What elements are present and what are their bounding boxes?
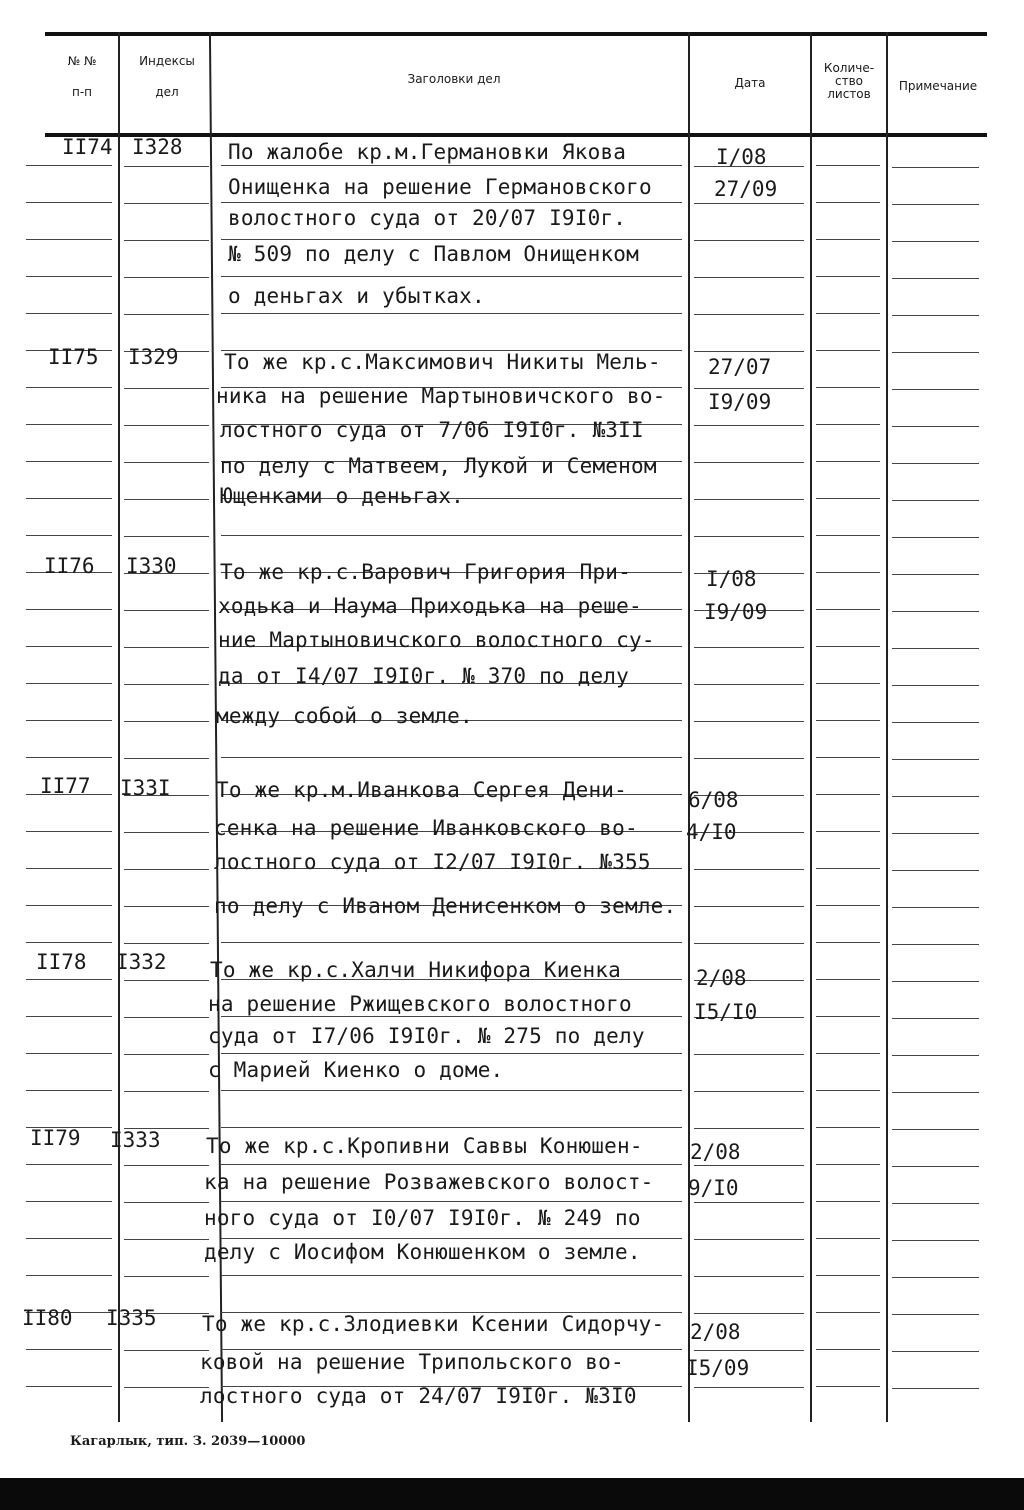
- record-number: II75: [48, 345, 99, 369]
- record-title-line: на решение Ржищевского волостного: [208, 992, 632, 1016]
- ruled-line: [816, 165, 880, 166]
- ruled-line: [221, 165, 682, 166]
- record-date-end: I9/09: [704, 600, 768, 624]
- record-date-start: 27/07: [708, 355, 772, 379]
- ruled-line: [26, 905, 112, 906]
- ruled-line: [221, 202, 682, 203]
- ruled-line: [816, 868, 880, 869]
- ruled-line: [221, 1127, 682, 1128]
- ruled-line: [26, 424, 112, 425]
- ruled-line: [892, 1018, 979, 1019]
- record-index: I332: [116, 950, 167, 974]
- ruled-line: [694, 869, 804, 870]
- ruled-line: [221, 1090, 682, 1091]
- column-divider-3: [688, 32, 690, 1422]
- ruled-line: [816, 720, 880, 721]
- ruled-line: [124, 1387, 209, 1388]
- record-title-line: делу с Иосифом Конюшенком о земле.: [204, 1240, 641, 1264]
- record-number: II80: [22, 1306, 73, 1330]
- ruled-line: [892, 833, 979, 834]
- record-title-line: ка на решение Розважевского волост-: [204, 1170, 654, 1194]
- header-title: Заголовки дел: [407, 72, 501, 86]
- ruled-line: [892, 648, 979, 649]
- record-title-line: То же кр.м.Иванкова Сергея Дени-: [216, 778, 627, 802]
- record-date-start: 6/08: [688, 788, 739, 812]
- ruled-line: [124, 203, 209, 204]
- record-date-end: 27/09: [714, 177, 778, 201]
- record-title-line: То же кр.с.Максимович Никиты Мель-: [224, 350, 661, 374]
- ruled-line: [694, 647, 804, 648]
- ruled-line: [124, 314, 209, 315]
- ruled-line: [26, 498, 112, 499]
- ruled-line: [124, 536, 209, 537]
- ruled-line: [892, 685, 979, 686]
- record-title-line: ходька и Наума Приходька на реше-: [218, 594, 642, 618]
- record-title-line: с Марией Киенко о доме.: [208, 1058, 504, 1082]
- ruled-line: [26, 1201, 112, 1202]
- ruled-line: [816, 1312, 880, 1313]
- record-title-line: о деньгах и убытках.: [228, 284, 485, 308]
- ruled-line: [892, 1129, 979, 1130]
- ruled-line: [816, 1053, 880, 1054]
- ruled-line: [816, 387, 880, 388]
- ruled-line: [221, 1238, 682, 1239]
- ruled-line: [124, 758, 209, 759]
- ruled-line: [26, 535, 112, 536]
- ruled-line: [816, 942, 880, 943]
- ruled-line: [694, 425, 804, 426]
- ruled-line: [124, 684, 209, 685]
- ruled-line: [892, 463, 979, 464]
- ruled-line: [221, 239, 682, 240]
- ruled-line: [124, 166, 209, 167]
- ruled-line: [26, 1164, 112, 1165]
- ruled-line: [816, 1238, 880, 1239]
- ruled-line: [26, 1275, 112, 1276]
- ruled-line: [26, 461, 112, 462]
- ruled-line: [26, 942, 112, 943]
- ruled-line: [892, 722, 979, 723]
- ruled-line: [124, 832, 209, 833]
- ruled-line: [892, 389, 979, 390]
- ruled-line: [816, 498, 880, 499]
- ruled-line: [816, 535, 880, 536]
- ruled-line: [26, 1016, 112, 1017]
- ruled-line: [694, 240, 804, 241]
- ruled-line: [816, 979, 880, 980]
- record-title-line: по делу с Матвеем, Лукой и Семеном: [220, 454, 657, 478]
- record-date-start: 2/08: [690, 1320, 741, 1344]
- record-date-start: I/08: [706, 567, 757, 591]
- ruled-line: [694, 1202, 804, 1203]
- ruled-line: [124, 869, 209, 870]
- ruled-line: [26, 276, 112, 277]
- ruled-line: [816, 239, 880, 240]
- ruled-line: [26, 757, 112, 758]
- ruled-line: [694, 203, 804, 204]
- ruled-line: [221, 757, 682, 758]
- ruled-line: [816, 905, 880, 906]
- ruled-line: [816, 646, 880, 647]
- ruled-line: [892, 1092, 979, 1093]
- ruled-line: [694, 314, 804, 315]
- ruled-line: [26, 165, 112, 166]
- ruled-line: [892, 1240, 979, 1241]
- ruled-line: [892, 204, 979, 205]
- ruled-line: [124, 1017, 209, 1018]
- ruled-line: [816, 831, 880, 832]
- ruled-line: [694, 1091, 804, 1092]
- ruled-line: [26, 1238, 112, 1239]
- ruled-line: [892, 907, 979, 908]
- ruled-line: [124, 1202, 209, 1203]
- ruled-line: [221, 1053, 682, 1054]
- record-title-line: сенка на решение Иванковского во-: [214, 816, 638, 840]
- ruled-line: [892, 1203, 979, 1204]
- record-index: I33I: [120, 776, 171, 800]
- record-title-line: То же кр.с.Кропивни Саввы Конюшен-: [206, 1134, 643, 1158]
- header-number-label: № №: [67, 54, 97, 68]
- ruled-line: [816, 1090, 880, 1091]
- ruled-line: [26, 683, 112, 684]
- ruled-line: [694, 536, 804, 537]
- ruled-line: [892, 1314, 979, 1315]
- record-title-line: суда от I7/06 I9I0г. № 275 по делу: [208, 1024, 645, 1048]
- ruled-line: [694, 943, 804, 944]
- ruled-line: [694, 1165, 804, 1166]
- ruled-line: [892, 759, 979, 760]
- ruled-line: [892, 1388, 979, 1389]
- ruled-line: [26, 646, 112, 647]
- column-divider-4: [810, 32, 812, 1422]
- ruled-line: [124, 1165, 209, 1166]
- record-number: II76: [44, 554, 95, 578]
- ruled-line: [124, 1054, 209, 1055]
- ruled-line: [694, 906, 804, 907]
- header-index-sub: дел: [155, 85, 179, 99]
- record-number: II74: [62, 135, 113, 159]
- ruled-line: [26, 1090, 112, 1091]
- record-date-end: 4/I0: [686, 820, 737, 844]
- record-title-line: Ющенками о деньгах.: [220, 484, 465, 508]
- ruled-line: [816, 350, 880, 351]
- header-sheets-line2: ство: [834, 74, 863, 88]
- scan-bottom-edge: [0, 1478, 1024, 1510]
- record-title-line: между собой о земле.: [216, 704, 473, 728]
- ruled-line: [694, 388, 804, 389]
- record-date-end: I9/09: [708, 390, 772, 414]
- ruled-line: [694, 351, 804, 352]
- ruled-line: [892, 352, 979, 353]
- record-title-line: То же кр.с.Варович Григория При-: [220, 560, 631, 584]
- printer-imprint: Кагарлык, тип. З. 2039—10000: [70, 1434, 306, 1449]
- record-date-start: I/08: [716, 145, 767, 169]
- ruled-line: [124, 980, 209, 981]
- header-number: [52, 54, 112, 100]
- ruled-line: [694, 1387, 804, 1388]
- ruled-line: [124, 1276, 209, 1277]
- ruled-line: [694, 721, 804, 722]
- record-title-line: То же кр.с.Халчи Никифора Киенка: [210, 958, 621, 982]
- ruled-line: [221, 313, 682, 314]
- table-header-rule: [45, 133, 987, 137]
- record-title-line: лостного суда от 24/07 I9I0г. №3I0: [200, 1384, 637, 1408]
- ruled-line: [221, 1164, 682, 1165]
- ruled-line: [816, 276, 880, 277]
- ruled-line: [26, 239, 112, 240]
- ruled-line: [26, 979, 112, 980]
- ruled-line: [816, 1127, 880, 1128]
- ruled-line: [124, 240, 209, 241]
- ruled-line: [892, 426, 979, 427]
- ruled-line: [892, 500, 979, 501]
- record-date-end: I5/I0: [694, 1000, 758, 1024]
- ruled-line: [694, 1313, 804, 1314]
- ruled-line: [26, 387, 112, 388]
- ruled-line: [816, 313, 880, 314]
- ruled-line: [221, 1201, 682, 1202]
- ruled-line: [124, 943, 209, 944]
- record-index: I333: [110, 1128, 161, 1152]
- ruled-line: [816, 1201, 880, 1202]
- header-note: Примечание: [898, 79, 978, 93]
- ruled-line: [816, 461, 880, 462]
- ruled-line: [221, 535, 682, 536]
- ruled-line: [892, 796, 979, 797]
- record-index: I330: [126, 554, 177, 578]
- ruled-line: [124, 721, 209, 722]
- ruled-line: [694, 462, 804, 463]
- ruled-line: [816, 757, 880, 758]
- ruled-line: [124, 906, 209, 907]
- ruled-line: [124, 462, 209, 463]
- ruled-line: [892, 278, 979, 279]
- ruled-line: [816, 572, 880, 573]
- ruled-line: [221, 1275, 682, 1276]
- ruled-line: [26, 609, 112, 610]
- record-title-line: волостного суда от 20/07 I9I0г.: [228, 206, 627, 230]
- record-index: I328: [132, 135, 183, 159]
- ruled-line: [26, 1349, 112, 1350]
- ruled-line: [26, 720, 112, 721]
- ruled-line: [892, 1351, 979, 1352]
- ruled-line: [816, 1016, 880, 1017]
- ruled-line: [124, 499, 209, 500]
- ruled-line: [221, 942, 682, 943]
- ruled-line: [26, 202, 112, 203]
- ruled-line: [694, 1350, 804, 1351]
- header-sheets-line3: листов: [827, 87, 871, 101]
- ruled-line: [26, 831, 112, 832]
- ruled-line: [694, 1128, 804, 1129]
- ruled-line: [694, 277, 804, 278]
- ruled-line: [124, 647, 209, 648]
- ruled-line: [892, 241, 979, 242]
- ruled-line: [694, 499, 804, 500]
- header-date: Дата: [734, 76, 766, 90]
- ruled-line: [892, 611, 979, 612]
- record-title-line: да от I4/07 I9I0г. № 370 по делу: [218, 664, 629, 688]
- ruled-line: [694, 1276, 804, 1277]
- ruled-line: [26, 868, 112, 869]
- ruled-line: [816, 1349, 880, 1350]
- column-divider-5: [886, 32, 888, 1422]
- ruled-line: [816, 1164, 880, 1165]
- ruled-line: [892, 870, 979, 871]
- record-date-start: 2/08: [696, 966, 747, 990]
- record-date-end: I5/09: [686, 1356, 750, 1380]
- ruled-line: [892, 537, 979, 538]
- record-date-end: 9/I0: [688, 1176, 739, 1200]
- table-top-rule: [45, 32, 987, 36]
- record-date-start: 2/08: [690, 1140, 741, 1164]
- column-divider-1: [118, 32, 120, 1422]
- record-index: I335: [106, 1306, 157, 1330]
- record-title-line: Онищенка на решение Германовского: [228, 175, 652, 199]
- record-title-line: По жалобе кр.м.Германовки Якова: [228, 140, 627, 164]
- ruled-line: [124, 610, 209, 611]
- header-number-sub: п-п: [71, 85, 93, 99]
- ruled-line: [892, 167, 979, 168]
- ruled-line: [124, 1239, 209, 1240]
- ruled-line: [124, 425, 209, 426]
- ruled-line: [26, 313, 112, 314]
- ruled-line: [124, 388, 209, 389]
- ruled-line: [124, 1350, 209, 1351]
- ruled-line: [892, 1277, 979, 1278]
- ruled-line: [892, 944, 979, 945]
- ruled-line: [694, 758, 804, 759]
- record-index: I329: [128, 345, 179, 369]
- ruled-line: [892, 981, 979, 982]
- record-number: II77: [40, 774, 91, 798]
- record-title-line: ного суда от I0/07 I9I0г. № 249 по: [204, 1206, 641, 1230]
- ruled-line: [816, 683, 880, 684]
- record-title-line: лостного суда от 7/06 I9I0г. №3II: [220, 418, 644, 442]
- ruled-line: [124, 277, 209, 278]
- ruled-line: [816, 1275, 880, 1276]
- ruled-line: [816, 202, 880, 203]
- ruled-line: [694, 684, 804, 685]
- header-sheets: [812, 62, 886, 101]
- ruled-line: [26, 1386, 112, 1387]
- header-index-label: Индексы: [139, 54, 195, 68]
- ruled-line: [816, 609, 880, 610]
- ruled-line: [892, 1166, 979, 1167]
- record-title-line: по делу с Иваном Денисенком о земле.: [214, 894, 677, 918]
- ruled-line: [892, 574, 979, 575]
- record-title-line: ние Мартыновичского волостного су-: [218, 628, 655, 652]
- ruled-line: [816, 424, 880, 425]
- header-sheets-line1: Количе-: [823, 61, 875, 75]
- ruled-line: [26, 1053, 112, 1054]
- ruled-line: [892, 315, 979, 316]
- ruled-line: [816, 794, 880, 795]
- ruled-line: [892, 1055, 979, 1056]
- record-title-line: лостного суда от I2/07 I9I0г. №355: [214, 850, 651, 874]
- header-index: [122, 54, 212, 100]
- ruled-line: [694, 1054, 804, 1055]
- record-title-line: То же кр.с.Злодиевки Ксении Сидорчу-: [202, 1312, 665, 1336]
- ruled-line: [816, 1386, 880, 1387]
- record-title-line: № 509 по делу с Павлом Онищенком: [228, 242, 639, 266]
- ruled-line: [221, 276, 682, 277]
- record-number: II79: [30, 1126, 81, 1150]
- record-title-line: ника на решение Мартыновичского во-: [216, 384, 666, 408]
- ruled-line: [694, 1239, 804, 1240]
- ruled-line: [221, 1016, 682, 1017]
- record-number: II78: [36, 950, 87, 974]
- ruled-line: [124, 1091, 209, 1092]
- record-title-line: ковой на решение Трипольского во-: [200, 1350, 624, 1374]
